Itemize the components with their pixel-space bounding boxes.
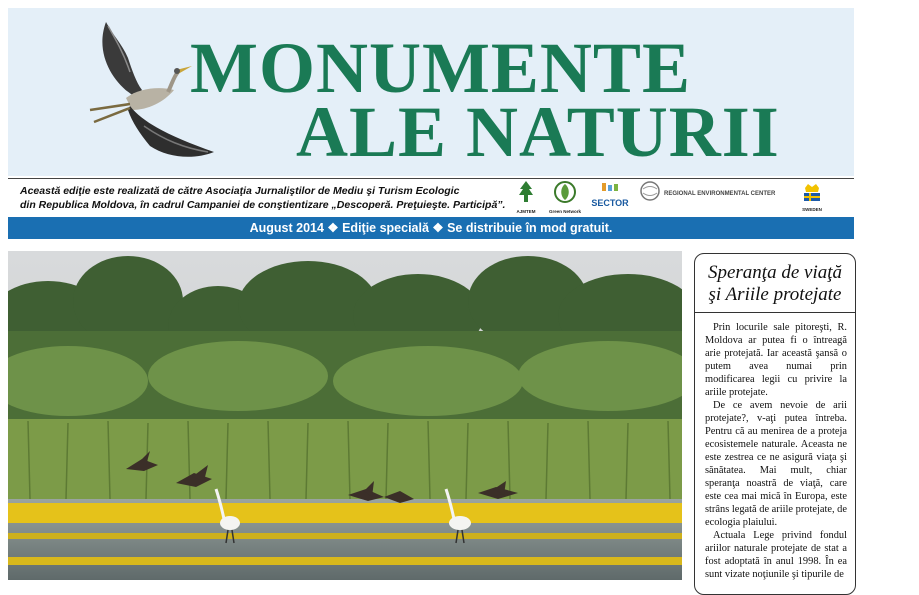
- sidebar-divider: [695, 312, 855, 313]
- logo-sector-text: SECTOR: [591, 198, 629, 208]
- sidebar-title: Speranţa de viaţă şi Ariile protejate: [707, 262, 843, 305]
- logo-rec: [664, 191, 788, 197]
- masthead-title-line2: ALE NATURII: [296, 92, 780, 172]
- logo-rec-text: REGIONAL ENVIRONMENTAL CENTER: [664, 191, 776, 197]
- logo-ajmtem: [512, 180, 540, 214]
- sidebar-paragraph: Actuala Lege privind fondul ariilor naturale protejate de stat a fost adoptată în anul 1998. În ea sunt vizate noţiunile şi tipurile de: [705, 530, 847, 580]
- globe-icon: [639, 180, 661, 202]
- logo-sweden: [796, 180, 828, 212]
- crown-icon: [802, 180, 822, 202]
- credits-text: [20, 184, 506, 212]
- sidebar-paragraph: De ce avem nevoie de arii protejate?, v-aţi putea întreba. Pentru că au menirea de a proteja ecosistemele naturale. Aceasta ne este zestrea ce ne asigură viaţa şi sănătatea. Mai mult, chiar speranţa noastră de viaţă, care este cea mai mică în Europa, este strâns legată de ariile protejate, de ecologia plaiului.: [705, 400, 847, 528]
- masthead-title-line1: MONUMENTE: [190, 28, 691, 108]
- masthead-divider: [8, 178, 854, 179]
- logo-green-network: [548, 180, 582, 214]
- logo-green-network-caption: Green Network: [548, 209, 581, 214]
- credits-line1: Această ediţie este realizată de către Asociaţia Jurnaliştilor de Mediu şi Turism Ecologic: [20, 185, 460, 197]
- sector-logo-icon: [590, 183, 630, 193]
- leaf-circle-icon: [553, 180, 577, 204]
- logo-sweden-caption: SWEDEN: [802, 207, 822, 212]
- edition-banner: August 2014 ❖ Ediţie specială ❖ Se distribuie în mod gratuit.: [8, 217, 854, 239]
- credits-line2: din Republica Moldova, în cadrul Campaniei de conştientizare „Descoperă. Preţuieşte. Participă”.: [20, 199, 506, 211]
- sidebar-body: [695, 321, 855, 581]
- sidebar-paragraph: Prin locurile sale pitoreşti, R. Moldova ar putea fi o întreagă arie protejată. Iar această şansă o putem avea numai prin modificarea legii cu privire la ariile protejate.: [705, 322, 847, 398]
- wetland-photo: [8, 251, 682, 580]
- logo-sector: [590, 180, 630, 208]
- masthead: [8, 8, 854, 176]
- tree-icon: [517, 180, 535, 204]
- partner-logos: [512, 180, 852, 214]
- logo-rec-emblem: [638, 180, 662, 207]
- logo-ajmtem-caption: AJMTEM: [516, 209, 536, 214]
- sidebar-article: [694, 253, 856, 595]
